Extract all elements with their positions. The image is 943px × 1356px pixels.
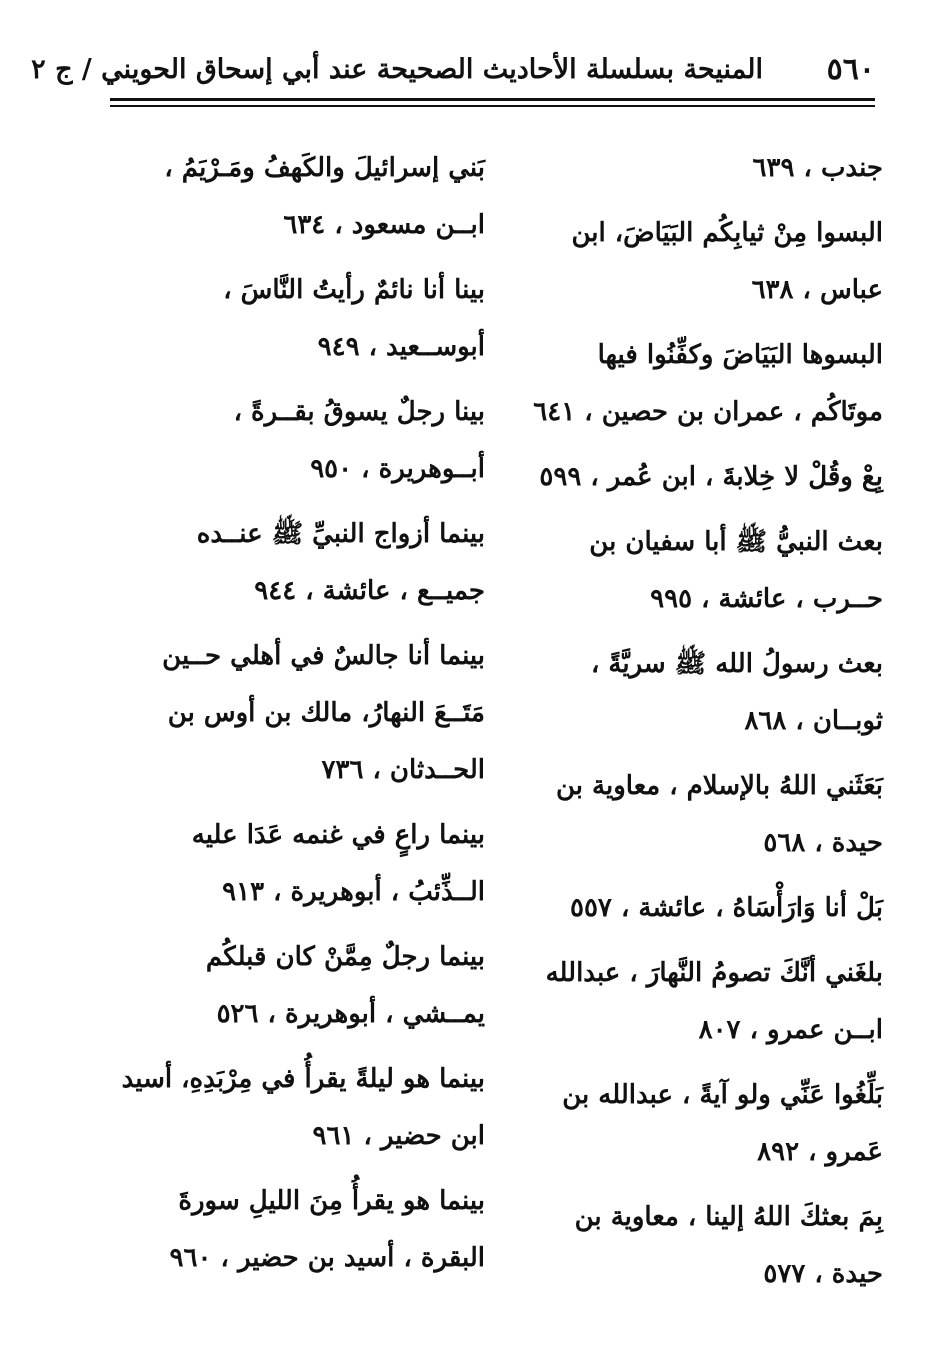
index-entry: بينما هو ليلةً يقرأُ في مِرْبَدِهِ، أسيد ابن حضير ، ٩٦١ — [121, 1064, 485, 1151]
index-entry: بينما أزواج النبيِّ ﷺ عنــده جميــع ، عائشة ، ٩٤٤ — [196, 519, 485, 606]
index-entry: بِعْ وقُلْ لا خِلابةَ ، ابن عُمر ، ٥٩٩ — [539, 462, 883, 492]
index-entry: بعث رسولُ الله ﷺ سريَّةً ، ثوبــان ، ٨٦٨ — [590, 649, 883, 736]
index-entry: بينما رجلٌ مِمَّنْ كان قبلكُم يمــشي ، أبوهريرة ، ٥٢٦ — [205, 942, 485, 1029]
index-entry: بعث النبيُّ ﷺ أبا سفيان بن حــرب ، عائشة ، ٩٩٥ — [589, 527, 883, 614]
index-column-right — [528, 140, 883, 1311]
index-entry: بينما هو يقرأُ مِنَ الليلِ سورةَ البقرة ، أسيد بن حضير ، ٩٦٠ — [169, 1186, 485, 1273]
index-entry: البسوها البَيَاضَ وكفِّنُوا فيها موتَاكُم ، عمران بن حصين ، ٦٤١ — [533, 340, 883, 427]
index-entry: بَلِّغُوا عَنِّي ولو آيةً ، عبدالله بن عَمرو ، ٨٩٢ — [562, 1080, 883, 1167]
index-entry: بَني إسرائيلَ والكَهفُ ومَـرْيَمُ ، ابــن مسعود ، ٦٣٤ — [164, 153, 485, 240]
index-entry: بينا أنا نائمٌ رأيتُ النَّاسَ ، أبوســعيد ، ٩٤٩ — [223, 275, 485, 362]
index-entry: البسوا مِنْ ثيابِكُم البَيَاضَ، ابن عباس ، ٦٣٨ — [571, 218, 883, 305]
index-entry: بينا رجلٌ يسوقُ بقــرةً ، أبــوهريرة ، ٩٥٠ — [233, 397, 485, 484]
header-rule-thin — [110, 105, 875, 107]
index-entry: بَلْ أنا وَارَأْسَاهُ ، عائشة ، ٥٥٧ — [569, 893, 883, 923]
header-rule-thick — [110, 98, 875, 101]
index-entry: جندب ، ٦٣٩ — [752, 153, 883, 183]
index-entry: بينما أنا جالسٌ في أهلي حــين مَتَــعَ النهارُ، مالك بن أوس بن الحــدثان ، ٧٣٦ — [162, 641, 485, 785]
index-entry: بلغَني أنَّكَ تصومُ النَّهارَ ، عبدالله ابــن عمرو ، ٨٠٧ — [545, 958, 883, 1045]
page-number: ٥٦٠ — [826, 52, 875, 87]
index-column-left — [120, 140, 485, 1295]
running-title: المنيحة بسلسلة الأحاديث الصحيحة عند أبي إسحاق الحويني / ج ٢ — [31, 54, 763, 85]
page-header — [31, 50, 875, 90]
index-entry: بَعَثَني اللهُ بالإسلام ، معاوية بن حيدة ، ٥٦٨ — [555, 771, 883, 858]
index-entry: بِمَ بعثكَ اللهُ إلينا ، معاوية بن حيدة ، ٥٧٧ — [574, 1202, 883, 1289]
index-entry: بينما راعٍ في غنمه عَدَا عليه الــذِّئبُ ، أبوهريرة ، ٩١٣ — [191, 820, 485, 907]
